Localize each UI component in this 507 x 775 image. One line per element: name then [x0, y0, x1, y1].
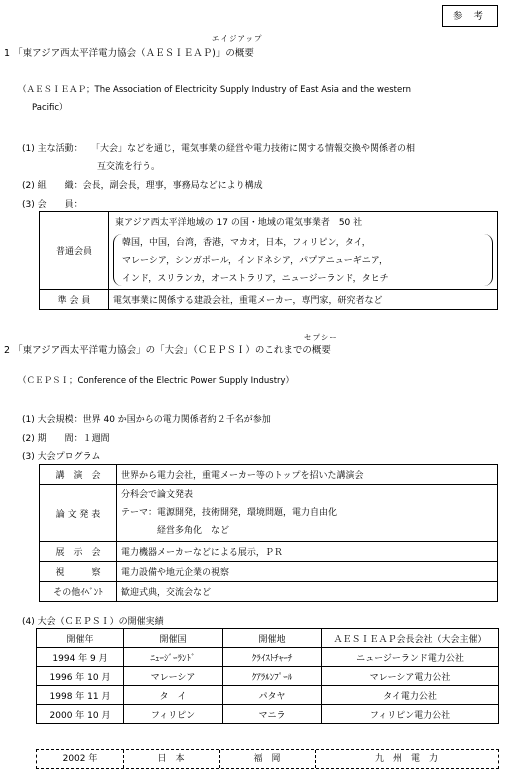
history-cell: ｸﾗｲｽﾄﾁｬｰﾁ	[223, 648, 322, 667]
table-row	[37, 667, 499, 686]
activity-text-line1: 「大会」などを通じ，電気事業の経営や電力技術に関する情報交換や関係者の相	[91, 144, 416, 154]
members-line: (3) 会 員：	[22, 200, 83, 210]
associate-member-label: 準 会 員	[40, 290, 109, 310]
history-cell: 1998 年 11 月	[37, 686, 124, 705]
history-cell: 1994 年 9 月	[37, 648, 124, 667]
section1-ruby: エイジアップ	[212, 34, 263, 43]
program-row-line: 経営多角化 など	[121, 526, 230, 536]
program-row-label: 視 察	[40, 562, 117, 582]
program-row-text: 歓迎式典，交流会など	[117, 582, 498, 602]
history-header-country: 開催国	[124, 629, 223, 648]
history-cell: ﾆｭｰｼﾞｰﾗﾝﾄﾞ	[124, 648, 223, 667]
conference-scale-line: (1) 大会規模：世界 40 か国からの電力関係者約２千名が参加	[22, 415, 271, 425]
conference-period-line: (2) 期 間：１週間	[22, 434, 110, 444]
history-header-city: 開催地	[223, 629, 322, 648]
regular-member-label: 普通会員	[40, 212, 109, 290]
program-row-line: 分科会で論文発表	[121, 490, 194, 500]
history-cell: マニラ	[223, 705, 322, 724]
history-cell: フィリピン	[124, 705, 223, 724]
program-row-line: テーマ：電源開発，技術開発，環境問題，電力自由化	[121, 508, 338, 518]
program-table	[39, 464, 498, 602]
history-heading: (4) 大会（ＣＥＰＳＩ）の開催実績	[22, 617, 164, 627]
regular-member-line2: 韓国，中国，台湾，香港，マカオ，日本，フィリピン，タイ，	[122, 238, 371, 248]
associate-member-text: 電気事業に関係する建設会社，重電メーカー，専門家，研究者など	[109, 290, 498, 310]
history-cell: 1996 年 10 月	[37, 667, 124, 686]
history-table	[36, 628, 499, 724]
members-table	[39, 211, 498, 310]
section1-english-line2: Pacific）	[32, 103, 68, 113]
future-year: 2002 年	[62, 754, 98, 764]
future-city: 福 岡	[253, 754, 281, 764]
history-cell: ニュージーランド電力公社	[322, 648, 499, 667]
program-row-text: 世界から電力会社，重電メーカー等のトップを招いた講演会	[117, 465, 498, 485]
conference-program-line: (3) 大会プログラム	[22, 452, 101, 462]
history-header-year: 開催年	[37, 629, 124, 648]
history-cell: マレーシア電力公社	[322, 667, 499, 686]
future-conference-row	[36, 749, 499, 769]
section1-heading: 1 「東アジア西太平洋電力協会（ＡＥＳＩＥＡＰ)」の概要	[4, 48, 254, 59]
history-cell: 2000 年 10 月	[37, 705, 124, 724]
section2-english-line: （ＣＥＰＳＩ；Conference of the Electric Power Supply Industry）	[18, 376, 295, 386]
program-row-label: 論 文 発 表	[40, 485, 117, 542]
regular-member-line3: マレーシア，シンガポール，インドネシア，パプアニューギニア，	[122, 256, 388, 266]
history-cell: フィリピン電力公社	[322, 705, 499, 724]
history-cell: マレーシア	[124, 667, 223, 686]
program-row-text: 電力設備や地元企業の視察	[117, 562, 498, 582]
section1-english-line1: （ＡＥＳＩＥＡＰ；The Association of Electricity Supply Industry of East Asia and the western	[18, 85, 411, 95]
section2-ruby: セプシー	[304, 333, 338, 342]
history-cell: タイ電力公社	[322, 686, 499, 705]
regular-member-line4: インド，スリランカ，オーストラリア，ニュージーランド，タヒチ	[122, 274, 389, 284]
table-row	[37, 705, 499, 724]
regular-member-cell	[109, 212, 498, 290]
program-row-label: 講 演 会	[40, 465, 117, 485]
future-host: 九 州 電 力	[374, 754, 438, 764]
regular-member-line1: 東アジア西太平洋地域の 17 の国・地域の電気事業者 50 社	[115, 218, 363, 228]
history-cell: ｸｱﾗﾙﾝﾌﾟｰﾙ	[223, 667, 322, 686]
table-row	[37, 686, 499, 705]
activity-text-line2: 互交流を行う。	[97, 162, 161, 172]
program-row-text-multi	[117, 485, 498, 542]
section2-heading: 2 「東アジア西太平洋電力協会」の「大会」（ＣＥＰＳＩ）のこれまでの概要	[4, 345, 331, 356]
activity-label: (1) 主な活動：	[22, 144, 83, 154]
history-cell: タ イ	[124, 686, 223, 705]
program-row-label: 展 示 会	[40, 542, 117, 562]
program-row-text: 電力機器メーカーなどによる展示，ＰＲ	[117, 542, 498, 562]
reference-label-box	[442, 5, 498, 27]
history-cell: パタヤ	[223, 686, 322, 705]
reference-label: 参 考	[452, 11, 488, 22]
table-row	[37, 648, 499, 667]
organization-line: (2) 組 織：会長，副会長，理事，事務局などにより構成	[22, 181, 263, 191]
history-header-host: ＡＥＳＩＥＡＰ会長会社（大会主催）	[322, 629, 499, 648]
future-country: 日 本	[157, 754, 185, 764]
program-row-label: その他ｲﾍﾞﾝﾄ	[40, 582, 117, 602]
